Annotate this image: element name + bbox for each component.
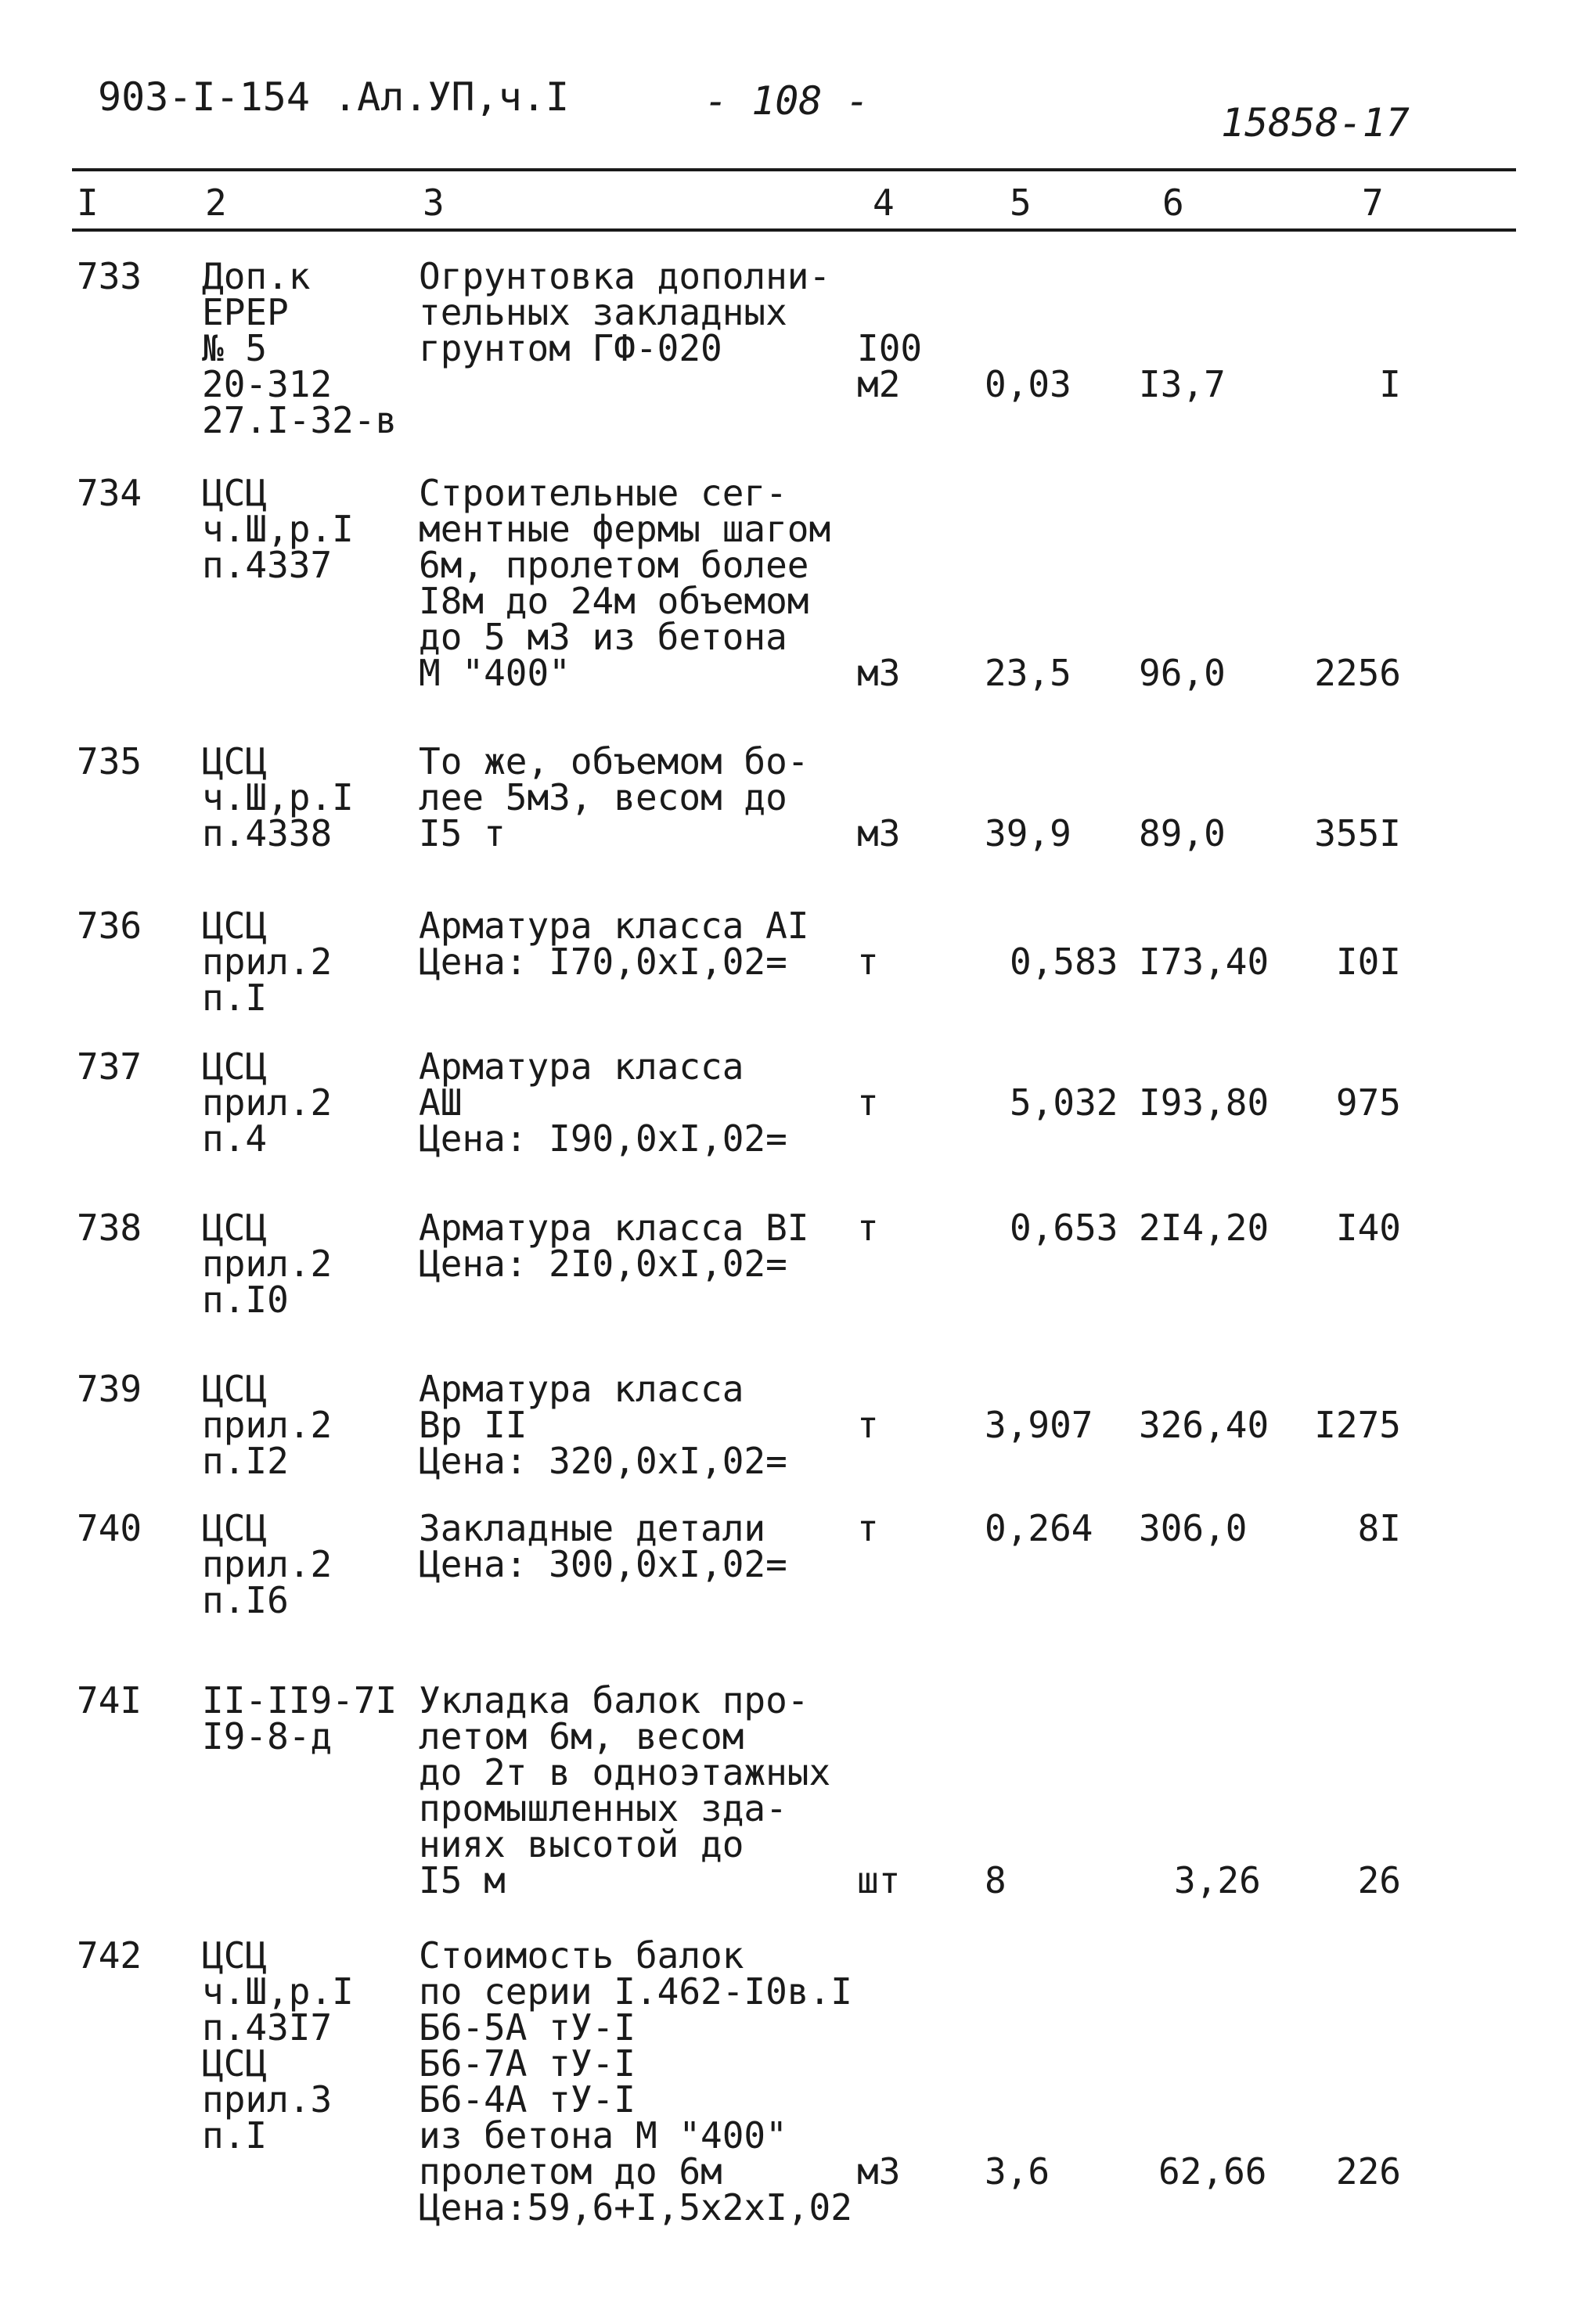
unit: I00 м2 (857, 327, 923, 405)
norm-code: II-II9-7I I9-8-д (202, 1679, 398, 1757)
unit-price: 326,40 (1139, 1404, 1269, 1446)
work-description: Арматура класса BI Цена: 2I0,0хI,02= (419, 1207, 809, 1285)
unit-price: I93,80 (1139, 1081, 1269, 1124)
total-cost: I275 (1314, 1404, 1401, 1446)
unit-price: 3,26 (1174, 1859, 1261, 1901)
total-cost: 8I (1357, 1507, 1401, 1549)
work-description: Стоимость балок по серии I.462-I0в.I Б6-5А тУ-I Б6-7А тУ-I Б6-4А тУ-I из бетона М "400" пролетом до 6м Цена:59,6+I,5х2хI,02 (419, 1934, 852, 2229)
row-number: 74I (77, 1679, 142, 1721)
total-cost: I40 (1335, 1207, 1401, 1249)
work-description: Арматура класса AI Цена: I70,0хI,02= (419, 905, 809, 983)
unit: т (857, 941, 879, 983)
row-number: 734 (77, 472, 142, 514)
work-description: Строительные сег- ментные фермы шагом 6м, пролетом более I8м до 24м объемом до 5 м3 из бетона М "400" (419, 472, 831, 694)
quantity: 5,032 (1010, 1081, 1118, 1124)
quantity: 0,03 (985, 363, 1071, 405)
top-rule (72, 168, 1516, 171)
work-description: Огрунтовка дополни- тельных закладных грунтом ГФ-020 (419, 255, 831, 369)
norm-code: ЦСЦ прил.2 п.4 (202, 1045, 333, 1160)
unit: м3 (857, 2150, 901, 2193)
row-number: 739 (77, 1368, 142, 1410)
column-header: 4 (873, 182, 895, 224)
row-number: 737 (77, 1045, 142, 1088)
work-description: То же, объемом бо- лее 5м3, весом до I5 т (419, 740, 809, 854)
unit: т (857, 1207, 879, 1249)
unit-price: 89,0 (1139, 812, 1226, 854)
column-header: 3 (423, 182, 445, 224)
total-cost: 975 (1335, 1081, 1401, 1124)
row-number: 738 (77, 1207, 142, 1249)
row-number: 735 (77, 740, 142, 782)
row-number: 742 (77, 1934, 142, 1977)
unit-price: 62,66 (1158, 2150, 1267, 2193)
norm-code: ЦСЦ ч.Ш,р.I п.43I7 ЦСЦ прил.3 п.I (202, 1934, 354, 2157)
row-number: 736 (77, 905, 142, 947)
quantity: 0,264 (985, 1507, 1093, 1549)
column-header: 7 (1362, 182, 1384, 224)
page-number: - 108 - (704, 78, 870, 124)
unit: м3 (857, 652, 901, 694)
quantity: 0,653 (1010, 1207, 1118, 1249)
unit: м3 (857, 812, 901, 854)
work-description: Закладные детали Цена: 300,0хI,02= (419, 1507, 787, 1585)
header-rule (72, 228, 1516, 232)
norm-code: ЦСЦ ч.Ш,р.I п.4338 (202, 740, 354, 854)
total-cost: 26 (1357, 1859, 1401, 1901)
unit-price: I73,40 (1139, 941, 1269, 983)
work-description: Укладка балок про- летом 6м, весом до 2т в одноэтажных промышленных зда- ниях высотой до I5 м (419, 1679, 831, 1901)
column-header: 5 (1010, 182, 1032, 224)
row-number: 740 (77, 1507, 142, 1549)
unit: т (857, 1081, 879, 1124)
unit-price: 96,0 (1139, 652, 1226, 694)
norm-code: ЦСЦ ч.Ш,р.I п.4337 (202, 472, 354, 586)
quantity: 23,5 (985, 652, 1071, 694)
column-header: I (77, 182, 99, 224)
quantity: 3,6 (985, 2150, 1050, 2193)
unit-price: I3,7 (1139, 363, 1226, 405)
norm-code: ЦСЦ прил.2 п.I0 (202, 1207, 333, 1321)
quantity: 39,9 (985, 812, 1071, 854)
quantity: 0,583 (1010, 941, 1118, 983)
unit: т (857, 1507, 879, 1549)
work-description: Арматура класса АШ Цена: I90,0хI,02= (419, 1045, 787, 1160)
column-header: 2 (205, 182, 227, 224)
sheet-reference: 15858-17 (1221, 100, 1410, 146)
norm-code: ЦСЦ прил.2 п.I2 (202, 1368, 333, 1482)
total-cost: I0I (1335, 941, 1401, 983)
norm-code: ЦСЦ прил.2 п.I (202, 905, 333, 1019)
doc-code: 903-I-154 .Ал.УП,ч.I (98, 74, 570, 120)
unit-price: 306,0 (1139, 1507, 1248, 1549)
quantity: 3,907 (985, 1404, 1093, 1446)
total-cost: 226 (1335, 2150, 1401, 2193)
total-cost: 355I (1314, 812, 1401, 854)
norm-code: ЦСЦ прил.2 п.I6 (202, 1507, 333, 1621)
work-description: Арматура класса Вр II Цена: 320,0хI,02= (419, 1368, 787, 1482)
quantity: 8 (985, 1859, 1007, 1901)
column-header: 6 (1162, 182, 1184, 224)
norm-code: Доп.к ЕРЕР № 5 20-312 27.I-32-в (202, 255, 398, 441)
unit: т (857, 1404, 879, 1446)
total-cost: 2256 (1314, 652, 1401, 694)
row-number: 733 (77, 255, 142, 297)
unit: шт (857, 1859, 901, 1901)
total-cost: I (1379, 363, 1401, 405)
unit-price: 2I4,20 (1139, 1207, 1269, 1249)
